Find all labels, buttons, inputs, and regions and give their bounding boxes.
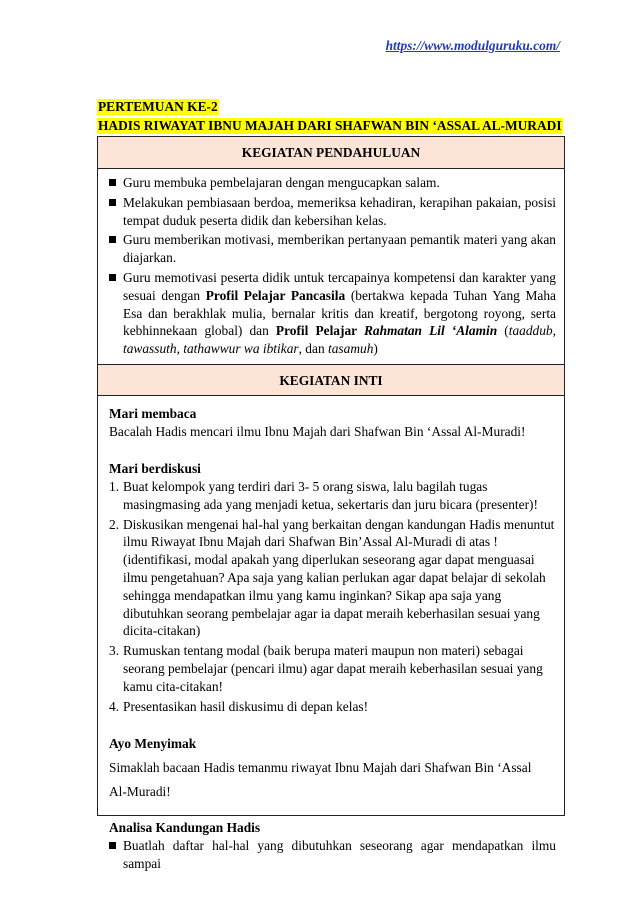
rahmatan-profile-label: Profil Pelajar [275, 323, 364, 339]
list-item-text: Guru membuka pembelajaran dengan mengucapkan salam. [123, 175, 440, 190]
discussion-list [109, 478, 556, 715]
list-item [109, 269, 556, 358]
list-item-text: Melakukan pembiasaan berdoa, memeriksa kehadiran, kerapihan pakaian, posisi tempat duduk peserta didik dan kebersihan kelas. [123, 194, 556, 228]
lesson-activity-table [97, 136, 565, 872]
list-item-text: Buatlah daftar hal-hal yang dibutuhkan seseorang agar mendapatkan ilmu sampai [123, 838, 556, 872]
list-item-text: Diskusikan mengenai hal-hal yang berkaitan dengan kandungan Hadis menuntut ilmu Riwayat Ibnu Majah dari Shafwan Bin’Assal Al-Muradi di atas ! (identifikasi, modal apakah yang diperlukan seseorang agar dapat menguasai ilmu pengetahuan? Apa saja yang kalian perlukan agar dapat belajar di sekolah sehingga mendapatkan ilmu yang kamu inginkan? Sikap apa saja yang dibutuhkan seorang pembelajar agar ia dapat meraih keberhasilan sesuai yang dicita-citakan) [123, 516, 555, 639]
list-item-text: Buat kelompok yang terdiri dari 3- 5 orang siswa, lalu bagilah tugas masingmasing ada yang menjadi ketua, sekertaris dan juru bicara (presenter)! [123, 478, 538, 512]
tasamuh-text: tasamuh [328, 341, 374, 357]
list-item-text: Guru memotivasi peserta didik untuk tercapainya kompetensi dan karakter yang sesuai dengan [123, 269, 556, 303]
list-number: 4. [109, 698, 120, 714]
list-number: 2. [109, 516, 120, 532]
list-item [109, 642, 556, 695]
list-item-text: Rumuskan tentang modal (baik berupa materi maupun non materi) sebagai seorang pembelajar (pencari ilmu) agar dapat meraih keberhasilan sesuai yang kamu cita-citakan! [123, 643, 543, 694]
core-activity-heading: KEGIATAN INTI [98, 364, 564, 396]
square-bullet-icon [109, 236, 116, 243]
list-item-text: ( [497, 323, 509, 339]
list-item [109, 231, 556, 267]
reading-heading: Mari membaca [109, 405, 197, 421]
listening-instruction-line: Al-Muradi! [109, 784, 171, 800]
listening-heading: Ayo Menyimak [109, 736, 197, 752]
list-item [109, 837, 556, 873]
square-bullet-icon [109, 199, 116, 206]
opening-activity-section [98, 169, 564, 364]
list-item-text: , dan [298, 341, 328, 357]
hadith-title: HADIS RIWAYAT IBNU MAJAH DARI SHAFWAN BIN ‘ASSAL AL-MURADI [98, 118, 562, 133]
meeting-title: PERTEMUAN KE-2 [98, 99, 218, 114]
discussion-heading: Mari berdiskusi [109, 460, 201, 476]
list-item [109, 478, 556, 514]
source-url-link[interactable]: https://www.modulguruku.com/ [385, 38, 560, 53]
list-item [109, 516, 556, 641]
list-item [109, 174, 556, 192]
square-bullet-icon [109, 842, 116, 849]
values-list-text: taaddub, tawassuth, tathawwur wa ibtikar [123, 323, 556, 357]
reading-instruction: Bacalah Hadis mencari ilmu Ibnu Majah dari Shafwan Bin ‘Assal Al-Muradi! [109, 423, 526, 439]
analysis-heading: Analisa Kandungan Hadis [109, 820, 261, 836]
opening-activity-heading: KEGIATAN PENDAHULUAN [98, 137, 564, 169]
list-number: 1. [109, 478, 120, 494]
list-item [109, 698, 556, 716]
list-item-text: Presentasikan hasil diskusimu di depan kelas! [123, 698, 369, 714]
listening-instruction-line: Simaklah bacaan Hadis temanmu riwayat Ibnu Majah dari Shafwan Bin ‘Assal [109, 760, 532, 776]
list-item-text: ) [373, 341, 378, 357]
rahmatan-lil-alamin-text: Rahmatan Lil ‘Alamin [363, 323, 498, 339]
list-number: 3. [109, 643, 120, 659]
core-activity-section [98, 396, 564, 873]
square-bullet-icon [109, 274, 116, 281]
list-item-text: (bertakwa kepada Tuhan Yang Maha Esa dan berakhlak mulia, bernalar kritis dan kreatif, bergotong royong, serta kebhinnekaan global) dan [123, 287, 556, 339]
list-item-text: Guru memberikan motivasi, memberikan pertanyaan pemantik materi yang akan diajarkan. [123, 232, 556, 266]
pancasila-profile-text: Profil Pelajar Pancasila [205, 287, 346, 303]
square-bullet-icon [109, 179, 116, 186]
list-item [109, 194, 556, 230]
